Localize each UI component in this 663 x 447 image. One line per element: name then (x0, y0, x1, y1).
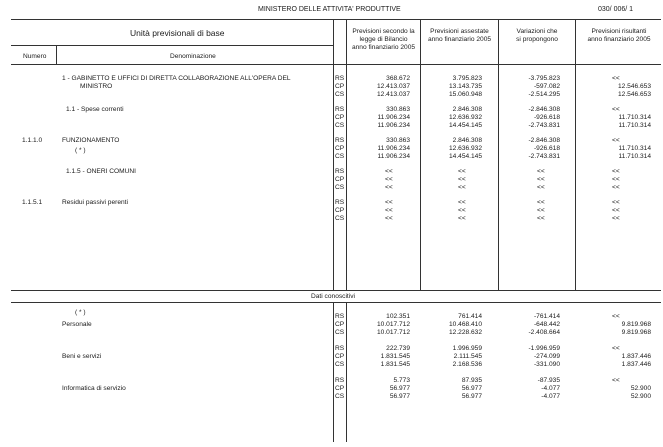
value-cell: 14.454.145 (448, 121, 482, 129)
value-cell: -3.795.823 (528, 75, 560, 82)
numero-divider (56, 45, 57, 64)
row-label: 1 - GABINETTO E UFFICI DI DIRETTA COLLABORAZIONE ALL'OPERA DEL (62, 75, 291, 82)
value-cell: << (385, 175, 393, 183)
row-code: CS (335, 360, 345, 368)
value-cell: 9.819.968 (621, 328, 651, 336)
col-header-prev-legge: Previsioni secondo la legge di Bilancio anno finanziario 2005 (351, 28, 416, 51)
value-cell: << (612, 183, 620, 191)
row-code: CP (335, 384, 345, 392)
row-label: Personale (62, 320, 92, 328)
value-cell: 11.710.314 (618, 144, 651, 152)
row-code: RS (335, 345, 345, 352)
row-label: Beni e servizi (62, 352, 102, 360)
value-cell: << (612, 345, 620, 352)
row-code: RS (335, 75, 345, 82)
value-cell: << (385, 206, 393, 214)
value-cell: 9.819.968 (621, 320, 651, 328)
row-code: RS (335, 168, 345, 175)
table-top-border (11, 19, 661, 20)
value-cell: -87.935 (537, 377, 560, 384)
value-cell: 330.863 (386, 106, 410, 113)
row-label: 1.1 - Spese correnti (66, 106, 124, 113)
header-bottom-border (11, 64, 661, 65)
row-code: CP (335, 352, 345, 360)
row-code: RS (335, 313, 345, 320)
col-header-prev-risultanti: Previsioni risultanti anno finanziario 2005 (587, 28, 651, 43)
codes-right-divider (346, 19, 347, 290)
dati-codes-left-divider (333, 302, 334, 442)
row-code: RS (335, 377, 345, 384)
value-cell: << (537, 214, 545, 222)
col4-divider (575, 19, 576, 290)
value-cell: << (458, 168, 466, 175)
value-cell: 368.672 (386, 75, 410, 82)
col-header-numero: Numero (23, 53, 47, 60)
value-cell: << (385, 199, 393, 206)
value-cell: << (612, 168, 620, 175)
row-label: ( * ) (75, 146, 86, 154)
value-cell: 11.710.314 (618, 152, 651, 160)
col-header-denominazione: Denominazione (170, 53, 216, 60)
value-cell: 2.168.536 (452, 360, 482, 368)
value-cell: 13.143.735 (448, 82, 482, 90)
value-cell: 12.636.932 (448, 144, 482, 152)
value-cell: << (612, 377, 620, 384)
header-divider (11, 45, 333, 46)
value-cell: 11.710.314 (618, 121, 651, 129)
value-cell: -2.408.664 (528, 328, 560, 336)
value-cell: << (458, 199, 466, 206)
value-cell: << (537, 206, 545, 214)
row-code: CP (335, 82, 345, 90)
value-cell: 10.017.712 (376, 328, 410, 336)
value-cell: 2.846.308 (452, 106, 482, 113)
value-cell: 11.906.234 (377, 113, 410, 121)
codes-left-divider (333, 19, 334, 290)
value-cell: << (612, 137, 620, 144)
row-label: Informatica di servizio (62, 384, 126, 392)
value-cell: 1.831.545 (380, 360, 410, 368)
value-cell: -2.514.295 (528, 90, 560, 98)
value-cell: 12.228.632 (448, 328, 482, 336)
value-cell: -2.743.831 (528, 121, 560, 129)
value-cell: 330.863 (386, 137, 410, 144)
value-cell: -648.442 (533, 320, 560, 328)
value-cell: << (458, 214, 466, 222)
value-cell: 11.710.314 (618, 113, 651, 121)
value-cell: << (458, 183, 466, 191)
value-cell: 10.468.410 (448, 320, 482, 328)
value-cell: 87.935 (461, 377, 482, 384)
row-label: FUNZIONAMENTO (62, 137, 120, 144)
value-cell: 11.906.234 (377, 144, 410, 152)
value-cell: 5.773 (393, 377, 410, 384)
row-code: CP (335, 113, 345, 121)
value-cell: << (537, 183, 545, 191)
value-cell: 12.413.037 (376, 90, 410, 98)
row-code: CP (335, 206, 345, 214)
value-cell: << (458, 206, 466, 214)
value-cell: 222.739 (386, 345, 410, 352)
row-code: CS (335, 121, 345, 129)
value-cell: << (385, 214, 393, 222)
value-cell: << (612, 206, 620, 214)
dati-title: Dati conoscitivi (311, 293, 355, 300)
value-cell: 56.977 (389, 392, 410, 400)
row-code: CP (335, 144, 345, 152)
dati-top-border (11, 290, 661, 291)
value-cell: -926.618 (533, 113, 560, 121)
row-code: RS (335, 137, 345, 144)
section-title: Unità previsionali di base (130, 28, 225, 38)
row-label: Residui passivi perenti (62, 199, 128, 206)
col-header-variazioni: Variazioni che si propongono (516, 28, 558, 43)
value-cell: 56.977 (389, 384, 410, 392)
dati-note: ( * ) (75, 309, 86, 316)
row-code: CS (335, 152, 345, 160)
value-cell: << (537, 168, 545, 175)
value-cell: << (612, 313, 620, 320)
value-cell: 56.977 (461, 384, 482, 392)
row-code: RS (335, 106, 345, 113)
row-code: CS (335, 183, 345, 191)
value-cell: 52.900 (630, 384, 651, 392)
value-cell: 1.837.446 (621, 360, 651, 368)
value-cell: -761.414 (533, 313, 560, 320)
value-cell: 56.977 (461, 392, 482, 400)
value-cell: << (385, 183, 393, 191)
row-code: CS (335, 90, 345, 98)
value-cell: << (612, 106, 620, 113)
value-cell: 761.414 (458, 313, 482, 320)
col2-divider (420, 19, 421, 290)
value-cell: 12.546.653 (617, 90, 651, 98)
value-cell: 102.351 (386, 313, 410, 320)
row-code: CP (335, 320, 345, 328)
value-cell: 52.900 (630, 392, 651, 400)
value-cell: << (612, 199, 620, 206)
row-numero: 1.1.5.1 (22, 199, 43, 206)
value-cell: 12.636.932 (448, 113, 482, 121)
row-code: CS (335, 214, 345, 222)
value-cell: 3.795.823 (452, 75, 482, 82)
col3-divider (498, 19, 499, 290)
value-cell: -926.618 (533, 144, 560, 152)
row-label: 1.1.5 - ONERI COMUNI (66, 168, 136, 175)
dati-bottom-border (11, 302, 661, 303)
value-cell: 1.996.959 (452, 345, 482, 352)
value-cell: 10.017.712 (376, 320, 410, 328)
value-cell: 14.454.145 (448, 152, 482, 160)
value-cell: 2.846.308 (452, 137, 482, 144)
col-header-prev-assestate: Previsioni assestate anno finanziario 2005 (427, 28, 492, 43)
value-cell: -2.846.308 (528, 137, 560, 144)
value-cell: 11.906.234 (377, 152, 410, 160)
ministry-title: MINISTERO DELLE ATTIVITA' PRODUTTIVE (258, 6, 401, 13)
value-cell: -597.082 (533, 82, 560, 90)
row-code: CP (335, 175, 345, 183)
row-numero: 1.1.1.0 (22, 137, 43, 144)
value-cell: -274.099 (533, 352, 560, 360)
value-cell: 11.906.234 (377, 121, 410, 129)
value-cell: -2.743.831 (528, 152, 560, 160)
dati-codes-right-divider (346, 302, 347, 442)
value-cell: << (385, 168, 393, 175)
value-cell: << (458, 175, 466, 183)
value-cell: -4.077 (541, 384, 560, 392)
value-cell: 2.111.545 (453, 352, 482, 360)
value-cell: 12.546.653 (617, 82, 651, 90)
row-code: CS (335, 328, 345, 336)
value-cell: -331.090 (533, 360, 560, 368)
value-cell: << (537, 199, 545, 206)
value-cell: 12.413.037 (376, 82, 410, 90)
value-cell: << (612, 175, 620, 183)
value-cell: << (537, 175, 545, 183)
value-cell: 15.060.948 (448, 90, 482, 98)
value-cell: -4.077 (541, 392, 560, 400)
value-cell: 1.831.545 (380, 352, 410, 360)
value-cell: << (612, 214, 620, 222)
row-code: RS (335, 199, 345, 206)
value-cell: 1.837.446 (621, 352, 651, 360)
row-label: MINISTRO (80, 82, 113, 90)
row-code: CS (335, 392, 345, 400)
value-cell: << (612, 75, 620, 82)
value-cell: -1.996.959 (528, 345, 560, 352)
page-reference: 030/ 006/ 1 (598, 6, 634, 13)
value-cell: -2.846.308 (528, 106, 560, 113)
